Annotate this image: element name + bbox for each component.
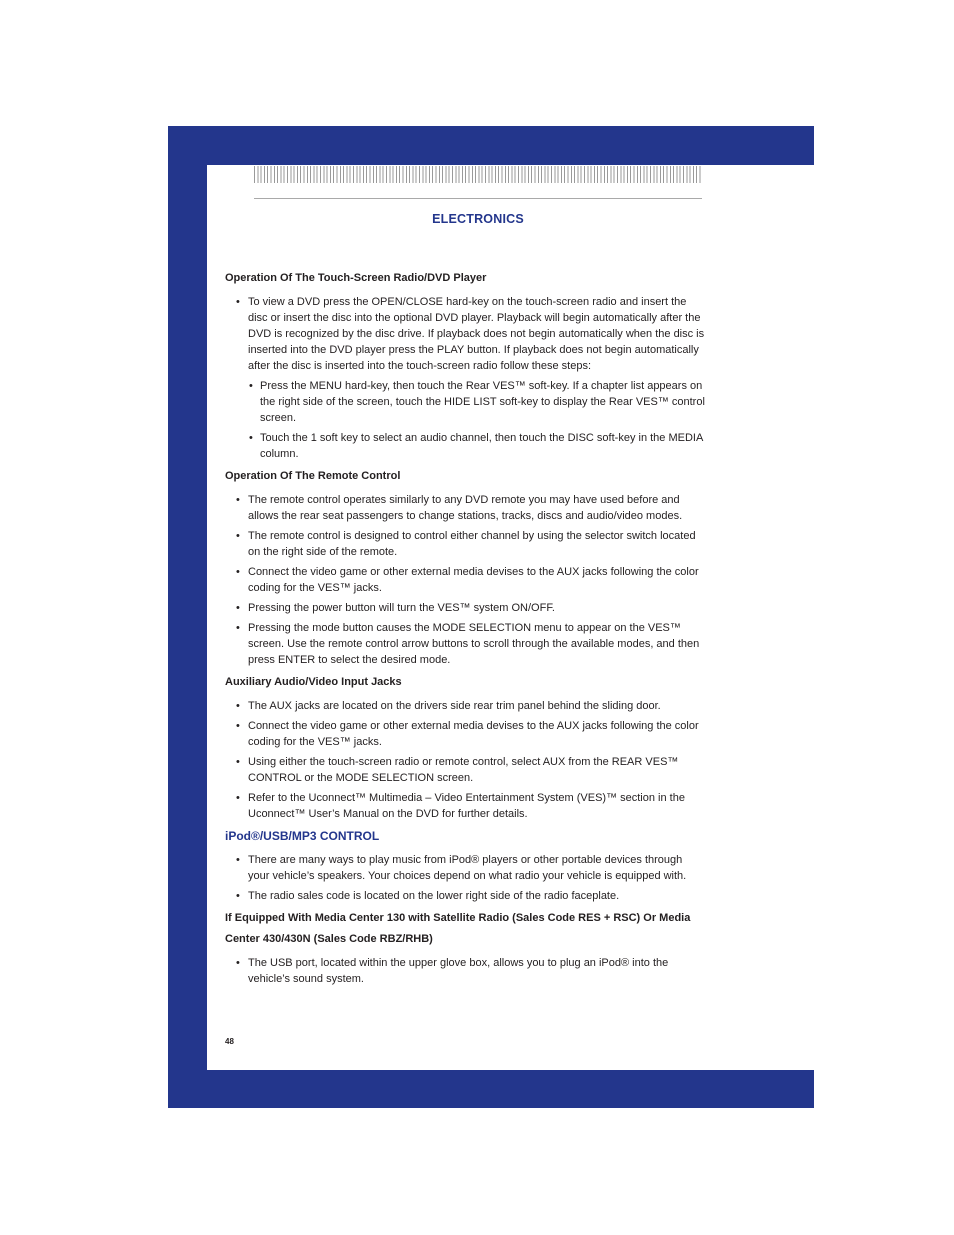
list-media-center <box>225 955 705 987</box>
heading-ipod-usb-mp3: iPod®/USB/MP3 CONTROL <box>225 829 380 843</box>
section-title: ELECTRONICS <box>432 212 524 226</box>
list-touch-screen-dvd <box>225 294 705 462</box>
list-item: • Pressing the power button will turn the VES™ system ON/OFF. <box>225 600 705 616</box>
list-item: • Press the MENU hard-key, then touch the Rear VES™ soft-key. If a chapter list appears on the right side of the screen, touch the HIDE LIST soft-key to display the Rear VES™ control screen. <box>225 378 705 426</box>
page-content <box>225 268 705 991</box>
page-number: 48 <box>225 1037 234 1046</box>
list-item: • The remote control operates similarly to any DVD remote you may have used before and allows the rear seat passengers to change stations, tracks, discs and audio/video modes. <box>225 492 705 524</box>
heading-media-center: If Equipped With Media Center 130 with Satellite Radio (Sales Code RES + RSC) Or Media Center 430/430N (Sales Code RBZ/RHB) <box>225 912 691 945</box>
page-frame-left <box>168 126 207 1108</box>
list-item: • Using either the touch-screen radio or remote control, select AUX from the REAR VES™ CONTROL or the MODE SELECTION screen. <box>225 754 705 786</box>
page-frame-bottom <box>168 1070 814 1108</box>
list-item: • The radio sales code is located on the lower right side of the radio faceplate. <box>225 888 705 904</box>
list-item: • There are many ways to play music from iPod® players or other portable devices through your vehicle’s speakers. Your choices depend on what radio your vehicle is equipped with. <box>225 852 705 884</box>
decorative-tick-strip <box>254 166 702 183</box>
list-item: • Connect the video game or other external media devises to the AUX jacks following the color coding for the VES™ jacks. <box>225 718 705 750</box>
heading-remote-control: Operation Of The Remote Control <box>225 470 401 482</box>
list-item: • The AUX jacks are located on the drivers side rear trim panel behind the sliding door. <box>225 698 705 714</box>
header-divider <box>254 198 702 199</box>
heading-touch-screen-dvd: Operation Of The Touch-Screen Radio/DVD Player <box>225 272 487 284</box>
list-remote-control <box>225 492 705 668</box>
list-item: • The USB port, located within the upper glove box, allows you to plug an iPod® into the vehicle’s sound system. <box>225 955 705 987</box>
list-item: • Connect the video game or other external media devises to the AUX jacks following the color coding for the VES™ jacks. <box>225 564 705 596</box>
heading-aux-jacks: Auxiliary Audio/Video Input Jacks <box>225 676 402 688</box>
list-item: • Touch the 1 soft key to select an audio channel, then touch the DISC soft-key in the MEDIA column. <box>225 430 705 462</box>
list-item: • The remote control is designed to control either channel by using the selector switch located on the right side of the remote. <box>225 528 705 560</box>
list-aux-jacks <box>225 698 705 822</box>
list-ipod-usb-mp3 <box>225 852 705 904</box>
list-item: • To view a DVD press the OPEN/CLOSE hard-key on the touch-screen radio and insert the disc or insert the disc into the optional DVD player. Playback will begin automatically after the DVD is recognized by the disc drive. If playback does not begin automatically when the disc is inserted into the DVD player press the PLAY button. If playback does not begin automatically after the disc is inserted into the touch-screen radio follow these steps: <box>225 294 705 374</box>
list-item: • Refer to the Uconnect™ Multimedia – Video Entertainment System (VES)™ section in the Uconnect™ User’s Manual on the DVD for further details. <box>225 790 705 822</box>
list-item: • Pressing the mode button causes the MODE SELECTION menu to appear on the VES™ screen. Use the remote control arrow buttons to scroll through the available modes, and then press ENTER to select the desired mode. <box>225 620 705 668</box>
page-frame-top <box>168 126 814 165</box>
